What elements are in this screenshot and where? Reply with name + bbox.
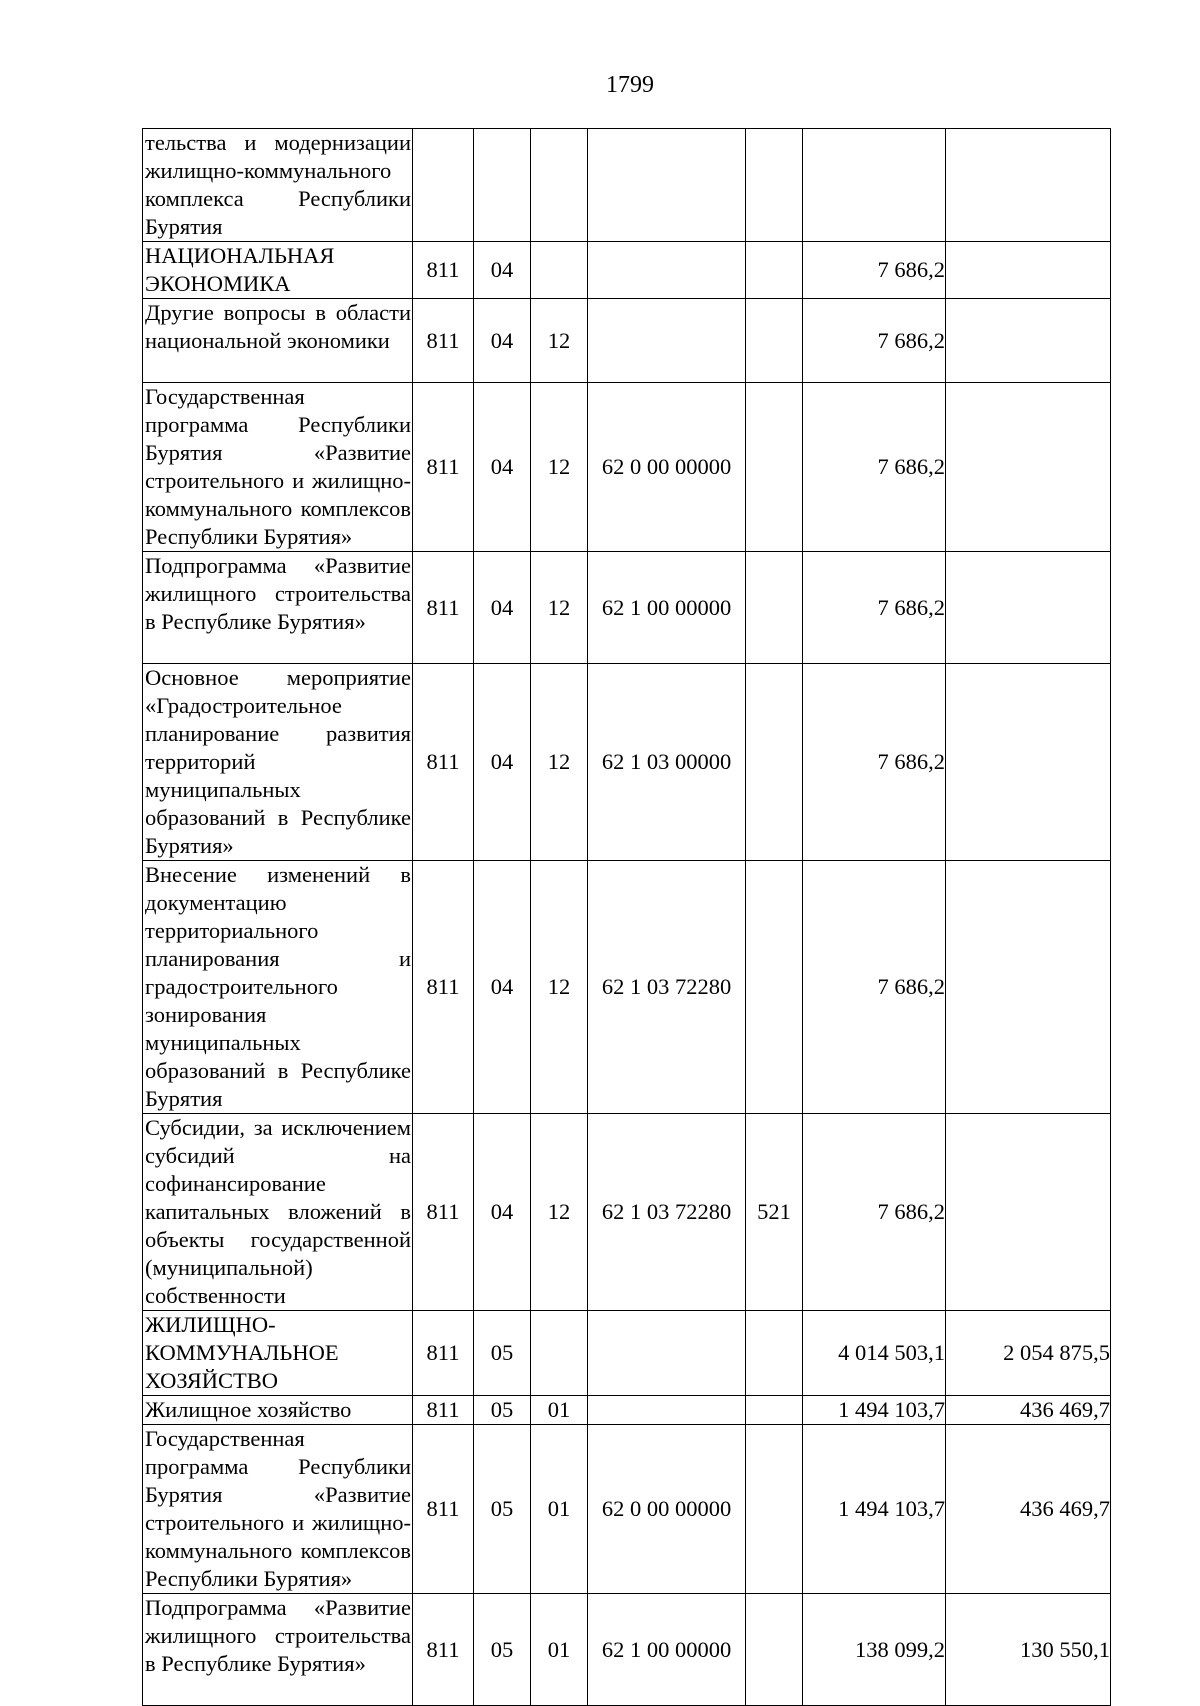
section-code: 04 [474,383,531,552]
expense-type-code [746,861,803,1114]
target-article-code [588,299,746,383]
item-name: Подпрограмма «Развитие жилищного строительства в Республике Бурятия» [143,552,413,664]
item-name: Субсидии, за исключением субсидий на софинансирование капитальных вложений в объекты государственной (муниципальной) собственности [143,1114,413,1311]
subsection-code: 12 [531,861,588,1114]
table-row [143,1114,1111,1311]
amount-year-1: 138 099,2 [803,1594,946,1706]
target-article-code [588,242,746,299]
amount-year-2 [946,242,1111,299]
target-article-code: 62 1 03 00000 [588,664,746,861]
amount-year-2: 130 550,1 [946,1594,1111,1706]
amount-year-2 [946,129,1111,242]
amount-year-2 [946,552,1111,664]
amount-year-1 [803,129,946,242]
amount-year-2 [946,1114,1111,1311]
expense-type-code [746,664,803,861]
expense-type-code [746,1425,803,1594]
amount-year-1: 7 686,2 [803,299,946,383]
ministry-code: 811 [413,1594,474,1706]
item-name: ЖИЛИЩНО-КОММУНАЛЬНОЕ ХОЗЯЙСТВО [143,1311,413,1396]
expense-type-code: 521 [746,1114,803,1311]
section-code: 04 [474,861,531,1114]
table-row [143,383,1111,552]
target-article-code: 62 1 03 72280 [588,861,746,1114]
target-article-code [588,1311,746,1396]
ministry-code: 811 [413,1396,474,1425]
subsection-code: 01 [531,1396,588,1425]
ministry-code: 811 [413,664,474,861]
item-name: Подпрограмма «Развитие жилищного строительства в Республике Бурятия» [143,1594,413,1706]
item-name: Внесение изменений в документацию территориального планирования и градостроительного зонирования муниципальных образований в Республике Бурятия [143,861,413,1114]
expense-type-code [746,1311,803,1396]
amount-year-1: 7 686,2 [803,861,946,1114]
expense-type-code [746,1594,803,1706]
expense-type-code [746,383,803,552]
page-number: 1799 [606,72,654,98]
budget-table [142,128,1111,1706]
target-article-code: 62 1 00 00000 [588,552,746,664]
ministry-code: 811 [413,299,474,383]
expense-type-code [746,129,803,242]
expense-type-code [746,242,803,299]
ministry-code: 811 [413,1311,474,1396]
subsection-code: 12 [531,299,588,383]
amount-year-1: 7 686,2 [803,664,946,861]
amount-year-2 [946,299,1111,383]
section-code [474,129,531,242]
table-row [143,129,1111,242]
table-body [143,129,1111,1706]
amount-year-2: 436 469,7 [946,1396,1111,1425]
table-row [143,1425,1111,1594]
subsection-code [531,129,588,242]
amount-year-1: 7 686,2 [803,242,946,299]
subsection-code: 01 [531,1425,588,1594]
item-name: Основное мероприятие «Градостроительное планирование развития территорий муниципальных образований в Республике Бурятия» [143,664,413,861]
amount-year-2: 436 469,7 [946,1425,1111,1594]
target-article-code: 62 0 00 00000 [588,383,746,552]
amount-year-2 [946,664,1111,861]
table-row [143,861,1111,1114]
table-row [143,552,1111,664]
section-code: 04 [474,242,531,299]
table-row [143,1594,1111,1706]
target-article-code: 62 1 00 00000 [588,1594,746,1706]
subsection-code: 12 [531,664,588,861]
ministry-code: 811 [413,552,474,664]
expense-type-code [746,1396,803,1425]
section-code: 05 [474,1311,531,1396]
item-name: тельства и модернизации жилищно-коммунального комплекса Республики Бурятия [143,129,413,242]
table-row [143,664,1111,861]
amount-year-1: 7 686,2 [803,552,946,664]
amount-year-1: 1 494 103,7 [803,1396,946,1425]
ministry-code: 811 [413,383,474,552]
target-article-code [588,129,746,242]
target-article-code: 62 1 03 72280 [588,1114,746,1311]
item-name: НАЦИОНАЛЬНАЯ ЭКОНОМИКА [143,242,413,299]
ministry-code: 811 [413,1425,474,1594]
amount-year-1: 1 494 103,7 [803,1425,946,1594]
table-row [143,299,1111,383]
section-code: 05 [474,1425,531,1594]
amount-year-1: 7 686,2 [803,1114,946,1311]
item-name: Государственная программа Республики Бурятия «Развитие строительного и жилищно-коммунального комплексов Республики Бурятия» [143,1425,413,1594]
amount-year-2 [946,383,1111,552]
section-code: 05 [474,1594,531,1706]
section-code: 04 [474,664,531,861]
item-name: Государственная программа Республики Бурятия «Развитие строительного и жилищно-коммунального комплексов Республики Бурятия» [143,383,413,552]
target-article-code [588,1396,746,1425]
subsection-code [531,1311,588,1396]
table-row [143,1311,1111,1396]
section-code: 04 [474,299,531,383]
ministry-code: 811 [413,1114,474,1311]
subsection-code: 12 [531,383,588,552]
item-name: Жилищное хозяйство [143,1396,413,1425]
amount-year-1: 4 014 503,1 [803,1311,946,1396]
item-name: Другие вопросы в области национальной экономики [143,299,413,383]
section-code: 05 [474,1396,531,1425]
ministry-code [413,129,474,242]
ministry-code: 811 [413,861,474,1114]
expense-type-code [746,552,803,664]
table-row [143,242,1111,299]
subsection-code: 01 [531,1594,588,1706]
section-code: 04 [474,1114,531,1311]
ministry-code: 811 [413,242,474,299]
subsection-code: 12 [531,552,588,664]
amount-year-1: 7 686,2 [803,383,946,552]
target-article-code: 62 0 00 00000 [588,1425,746,1594]
amount-year-2 [946,861,1111,1114]
subsection-code: 12 [531,1114,588,1311]
section-code: 04 [474,552,531,664]
table-row [143,1396,1111,1425]
subsection-code [531,242,588,299]
expense-type-code [746,299,803,383]
amount-year-2: 2 054 875,5 [946,1311,1111,1396]
